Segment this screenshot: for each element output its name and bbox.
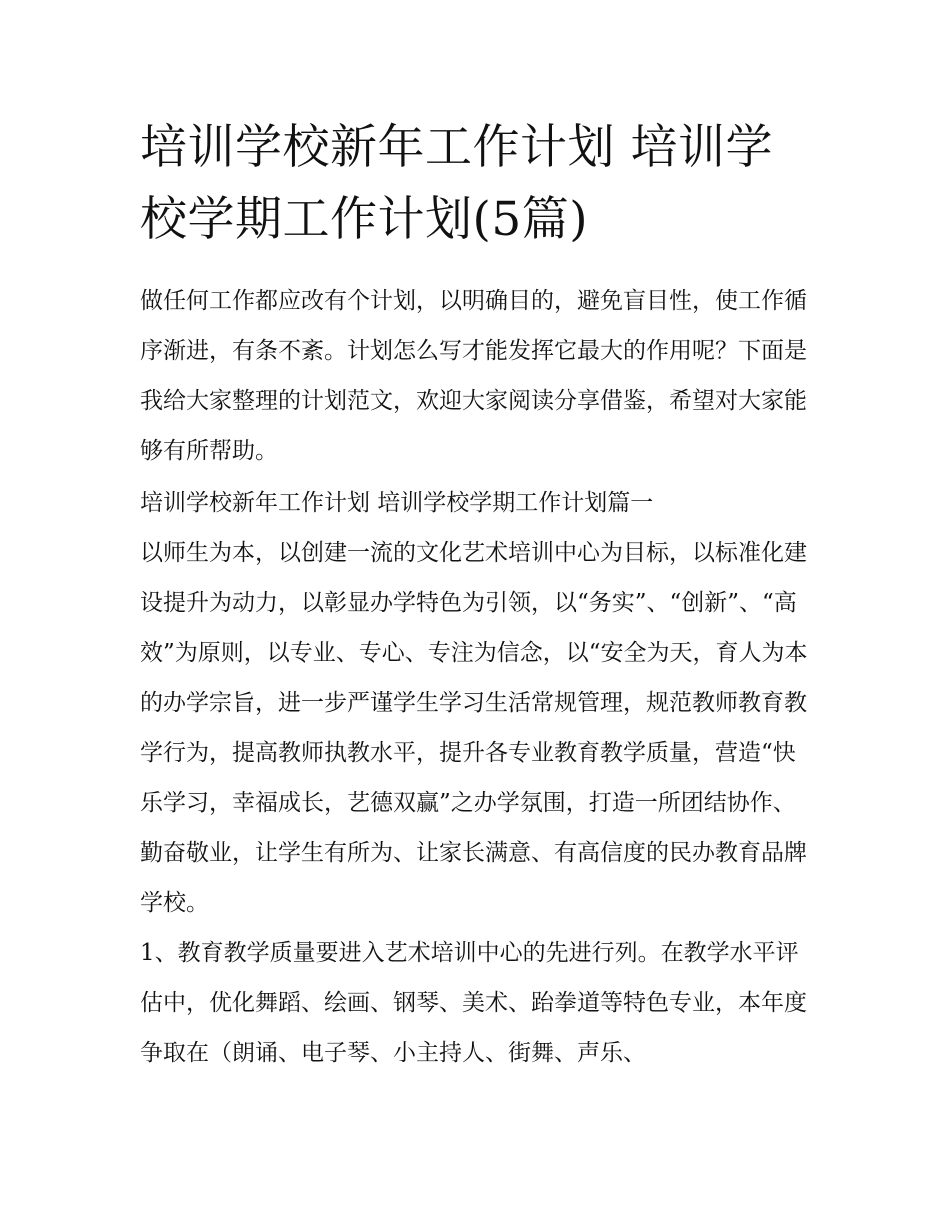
document-body [140, 112, 812, 1078]
intro-paragraph: 做任何工作都应改有个计划，以明确目的，避免盲目性，使工作循序渐进，有条不紊。计划怎么写才能发挥它最大的作用呢？下面是我给大家整理的计划范文，欢迎大家阅读分享借鉴，希望对大家能够有所帮助。 [140, 288, 807, 464]
document-title: 培训学校新年工作计划 培训学校学期工作计划(5篇) [140, 120, 773, 247]
section-heading: 培训学校新年工作计划 培训学校学期工作计划篇一 [140, 490, 654, 516]
body-paragraph-1: 以师生为本，以创建一流的文化艺术培训中心为目标，以标准化建设提升为动力，以彰显办学特色为引领，以“务实”、“创新”、“高效”为原则，以专业、专心、专注为信念，以“安全为天，育人为本的办学宗旨，进一步严谨学生学习生活常规管理，规范教师教育教学行为，提高教师执教水平，提升各专业教育教学质量，营造“快乐学习，幸福成长，艺德双赢”之办学氛围，打造一所团结协作、勤奋敬业，让学生有所为、让家长满意、有高信度的民办教育品牌学校。 [140, 540, 808, 916]
body-paragraph-2: 1、教育教学质量要进入艺术培训中心的先进行列。在教学水平评估中，优化舞蹈、绘画、钢琴、美术、跆拳道等特色专业，本年度争取在（朗诵、电子琴、小主持人、街舞、声乐、 [140, 940, 807, 1066]
